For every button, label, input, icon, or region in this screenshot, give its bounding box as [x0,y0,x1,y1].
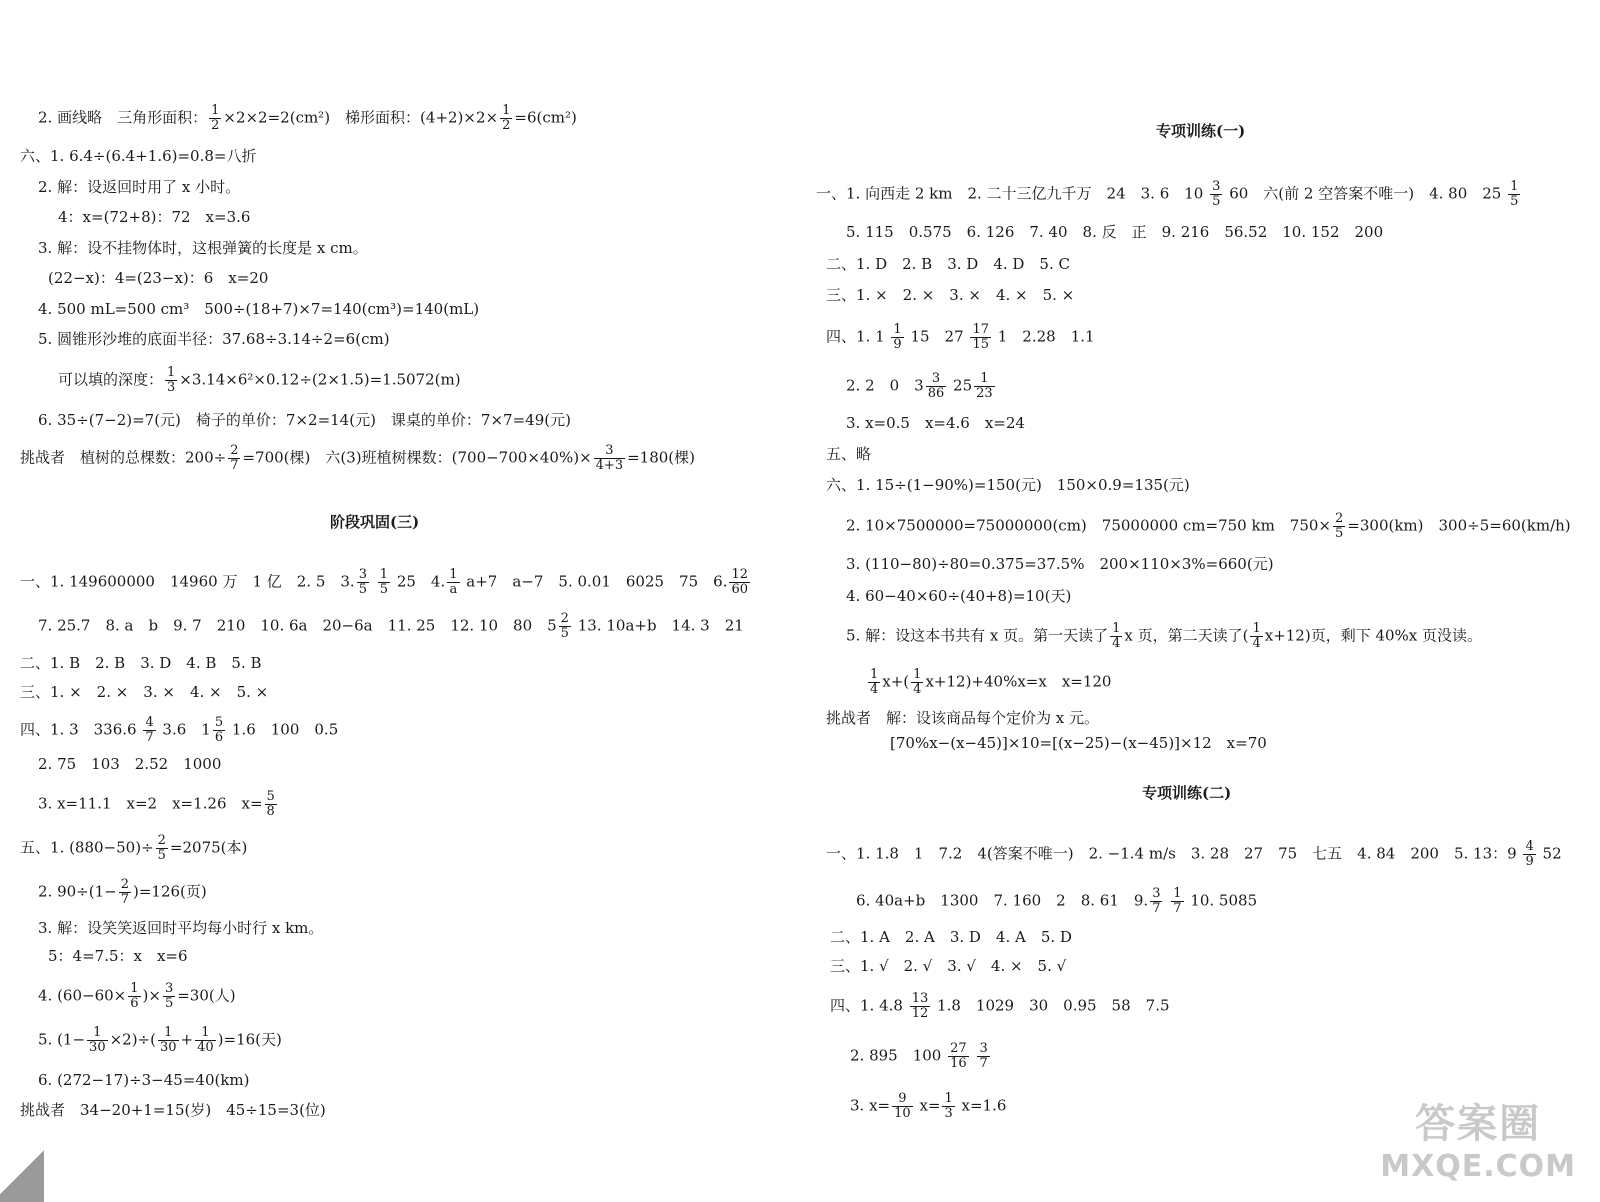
denominator: 60 [731,582,749,597]
fraction [948,1042,969,1071]
answer-line [816,180,1522,209]
numerator: 1 [449,567,458,582]
text: x+12)页，剩下 40%x 页没读。 [1264,626,1483,645]
fraction [378,568,390,597]
answer-line: 2. 75 103 2.52 1000 [38,755,222,773]
answer-line [38,982,236,1011]
text: 3. x=11.1 x=2 x=1.26 x= [38,794,263,813]
fraction [1210,180,1222,209]
text: 3.6 1 [162,720,211,739]
text: 25 4. [396,572,446,591]
numerator: 2 [120,877,129,892]
denominator: 4 [870,682,879,697]
numerator: 3 [358,567,367,582]
denominator: 3 [944,1106,953,1121]
text: 52 [1542,844,1562,863]
numerator: 1 [974,372,995,387]
denominator: 40 [197,1040,214,1055]
answer-line: 2. 解：设返回时用了 x 小时。 [38,178,241,196]
denominator: 9 [1525,854,1534,869]
answer-line: 5：4=7.5：x x=6 [48,947,188,965]
fraction [165,366,177,395]
answer-line [38,1026,282,1055]
denominator: 12 [911,1006,929,1021]
denominator: 5 [1335,526,1344,541]
answer-line [830,992,1170,1021]
denominator: 4+3 [595,458,624,473]
answer-line [20,568,752,597]
answer-line: 三、1. √ 2. √ 3. √ 4. × 5. √ [830,957,1067,975]
answer-line: 二、1. A 2. A 3. D 4. A 5. D [830,928,1072,946]
text: x= [919,1096,941,1115]
fraction [970,323,991,352]
denominator: 5 [358,582,367,597]
denominator: 7 [979,1056,988,1071]
text: =6(cm²) [514,108,577,127]
denominator: 6 [214,730,224,745]
text: + [180,1030,194,1049]
denominator: 30 [159,1040,177,1055]
answer-line [856,887,1257,916]
answer-line [38,612,744,641]
text: 挑战者 植树的总棵数：200÷ [20,448,227,467]
denominator: 5 [1510,194,1519,209]
text: 一、1. 1.8 1 7.2 4(答案不唯一) 2. −1.4 m/s 3. 28 27 75 七五 4. 84 200 5. 13：9 [826,844,1517,863]
numerator: 1 [1173,886,1182,901]
numerator: 3 [594,444,625,459]
numerator: 2 [230,443,239,458]
denominator: 2 [211,118,220,133]
fraction [942,1092,954,1121]
text: )× [142,986,161,1005]
fraction [158,1026,179,1055]
answer-line [58,366,461,395]
answer-line [826,323,1095,352]
answer-line [846,512,1571,541]
numerator: 2 [157,833,166,848]
text: a+7 a−7 5. 0.01 6025 75 6. [466,572,728,591]
right-page [800,0,1600,1202]
denominator: 5 [164,996,174,1011]
answer-line: 6. (272−17)÷3−45=40(km) [38,1071,250,1089]
numerator: 4 [145,715,154,730]
denominator: 7 [230,458,239,473]
text: 1.8 1029 30 0.95 58 7.5 [937,996,1170,1015]
numerator: 1 [913,667,922,682]
denominator: 8 [266,804,275,819]
text: )=126(页) [132,882,207,901]
text: 2. 10×7500000=75000000(cm) 75000000 cm=750 km 750× [846,516,1332,535]
fraction [128,982,140,1011]
numerator: 3 [979,1041,988,1056]
denominator: 9 [893,337,902,352]
text: 6. 40a+b 1300 7. 160 2 8. 61 9. [856,891,1149,910]
text: ×2)÷( [109,1030,156,1049]
text: x 页，第二天读了( [1124,626,1249,645]
text: 1.6 100 0.5 [231,720,339,739]
fraction [195,1026,216,1055]
denominator: 16 [950,1056,967,1071]
answer-line: 挑战者 34−20+1=15(岁) 45÷15=3(位) [20,1101,326,1119]
numerator: 1 [870,667,879,682]
text: 13. 10a+b 14. 3 21 [577,616,744,635]
denominator: 4 [1112,636,1121,651]
denominator: 3 [167,380,176,395]
answer-line [850,1042,992,1071]
answer-line: 4：x=(72+8)：72 x=3.6 [58,208,251,226]
text: 四、1. 4.8 [830,996,903,1015]
numerator: 27 [950,1041,967,1056]
text: ×3.14×6²×0.12÷(2×1.5)=1.5072(m) [179,370,461,389]
denominator: 2 [502,118,511,133]
fraction [868,668,880,697]
text: 5. (1− [38,1030,86,1049]
numerator: 1 [379,567,389,582]
fraction [974,372,995,401]
fraction [87,1026,108,1055]
numerator: 17 [972,322,989,337]
fraction [729,568,750,597]
answer-line: [70%x−(x−45)]×10=[(x−25)−(x−45)]×12 x=70 [890,734,1267,752]
denominator: 7 [145,730,154,745]
answer-line: 5. 圆锥形沙堆的底面半径：37.68÷3.14÷2=6(cm) [38,330,390,348]
denominator: 5 [379,582,389,597]
fraction [209,104,221,133]
fraction [500,104,512,133]
text: =300(km) 300÷5=60(km/h) [1347,516,1571,535]
answer-line: (22−x)：4=(23−x)：6 x=20 [48,269,269,287]
denominator: 4 [913,682,922,697]
answer-line: 五、略 [826,445,872,463]
answer-line: 二、1. D 2. B 3. D 4. D 5. C [826,255,1070,273]
answer-line: 二、1. B 2. B 3. D 4. B 5. B [20,654,262,672]
answer-line: 三、1. × 2. × 3. × 4. × 5. × [20,683,269,701]
answer-line: 3. 解：设不挂物体时，这根弹簧的长度是 x cm。 [38,239,368,257]
text: =30(人) [177,986,236,1005]
denominator: 5 [1212,194,1221,209]
numerator: 4 [1525,839,1534,854]
page-corner-shadow [0,1142,44,1202]
numerator: 13 [911,991,929,1006]
fraction [1110,622,1122,651]
fraction [910,992,931,1021]
text: 15 27 [910,327,964,346]
text: 7. 25.7 8. a b 9. 7 210 10. 6a 20−6a 11. 25 12. 10 80 5 [38,616,557,635]
fraction [357,568,369,597]
fraction [1333,512,1345,541]
section-title: 阶段巩固(三) [330,513,420,531]
fraction [447,568,459,597]
watermark-top-text: 答案圈 [1415,1101,1542,1147]
text: 3. x= [850,1096,891,1115]
numerator: 1 [893,322,902,337]
fraction [228,444,240,473]
numerator: 3 [926,372,947,387]
text: 可以填的深度： [58,370,164,389]
numerator: 1 [158,1026,179,1041]
denominator: 10 [894,1106,911,1121]
fraction [1250,622,1262,651]
fraction [213,716,225,745]
numerator: 3 [164,981,174,996]
text: 2. 895 100 [850,1046,942,1065]
left-page [0,0,790,1202]
text: 四、1. 3 336.6 [20,720,137,739]
fraction [926,372,947,401]
watermark-bottom-text: MXQE.COM [1380,1149,1576,1184]
answer-line [20,444,695,473]
numerator: 1 [1510,179,1519,194]
fraction [892,1092,913,1121]
denominator: 7 [1173,901,1182,916]
text: 60 六(前 2 空答案不唯一) 4. 80 25 [1229,184,1502,203]
text: 2. 90÷(1− [38,882,117,901]
text: 2. 画线略 三角形面积： [38,108,208,127]
denominator: 30 [89,1040,106,1055]
answer-line: 六、1. 6.4÷(6.4+1.6)=0.8=八折 [20,147,257,165]
text: 2. 2 0 3 [846,376,924,395]
fraction [156,834,168,863]
fraction [559,612,571,641]
text: 25 [953,376,973,395]
fraction [1150,887,1162,916]
fraction [1508,180,1520,209]
denominator: 7 [120,892,129,907]
fraction [143,716,155,745]
denominator: 4 [1252,636,1261,651]
answer-line: 4. 60−40×60÷(40+8)=10(天) [846,587,1072,605]
text: 5. 解：设这本书共有 x 页。第一天读了 [846,626,1109,645]
text: =180(棵) [627,448,695,467]
answer-line: 3. (110−80)÷80=0.375=37.5% 200×110×3%=660(元) [846,555,1274,573]
text: =700(棵) 六(3)班植树棵数：(700−700×40%)× [242,448,592,467]
text: x=1.6 [961,1096,1007,1115]
answer-line: 3. x=0.5 x=4.6 x=24 [846,414,1025,432]
numerator: 5 [214,715,224,730]
numerator: 1 [944,1091,953,1106]
numerator: 12 [731,567,749,582]
text: 一、1. 149600000 14960 万 1 亿 2. 5 3. [20,572,355,591]
text: )=16(天) [217,1030,282,1049]
denominator: 6 [130,996,139,1011]
text: x+( [882,672,910,691]
watermark-logo [1380,1092,1576,1184]
section-title: 专项训练(二) [1142,784,1232,802]
text: 10. 5085 [1190,891,1258,910]
fraction [265,790,277,819]
fraction [977,1042,989,1071]
denominator: a [449,582,458,597]
answer-line [826,840,1562,869]
denominator: 15 [972,337,989,352]
numerator: 1 [211,103,220,118]
answer-line: 6. 35÷(7−2)=7(元) 椅子的单价：7×2=14(元) 课桌的单价：7×7=49(元) [38,411,571,429]
numerator: 1 [87,1026,108,1041]
answer-line: 挑战者 解：设该商品每个定价为 x 元。 [826,709,1099,727]
numerator: 1 [130,981,139,996]
text: =2075(本) [169,838,248,857]
denominator: 5 [560,626,569,641]
fraction [163,982,175,1011]
answer-line: 六、1. 15÷(1−90%)=150(元) 150×0.9=135(元) [826,476,1190,494]
answer-line [38,878,207,907]
numerator: 3 [1152,886,1161,901]
answer-line [846,622,1482,651]
answer-line [850,1092,1006,1121]
fraction [891,323,903,352]
answer-line: 4. 500 mL=500 cm³ 500÷(18+7)×7=140(cm³)=140(mL) [38,300,480,318]
numerator: 1 [1252,621,1261,636]
text: 1 2.28 1.1 [997,327,1095,346]
denominator: 86 [927,386,945,401]
answer-line [38,104,577,133]
numerator: 2 [1335,511,1344,526]
fraction [1523,840,1535,869]
answer-line [866,668,1111,697]
section-title: 专项训练(一) [1156,122,1246,140]
fraction [911,668,923,697]
answer-line [20,716,338,745]
text: 五、1. (880−50)÷ [20,838,154,857]
fraction [594,444,625,473]
text: ×2×2=2(cm²) 梯形面积：(4+2)×2× [223,108,499,127]
numerator: 2 [560,611,569,626]
text: 4. (60−60× [38,986,127,1005]
numerator: 1 [502,103,511,118]
numerator: 1 [1112,621,1121,636]
numerator: 3 [1212,179,1221,194]
answer-line [846,372,997,401]
text: 四、1. 1 [826,327,885,346]
numerator: 1 [167,365,176,380]
fraction [119,878,131,907]
answer-line [20,834,247,863]
denominator: 7 [1152,901,1161,916]
numerator: 1 [195,1026,216,1041]
answer-line: 三、1. × 2. × 3. × 4. × 5. × [826,286,1075,304]
fraction [1171,887,1183,916]
answer-line [38,790,279,819]
text: 一、1. 向西走 2 km 2. 二十三亿九千万 24 3. 6 10 [816,184,1204,203]
text: x+12)+40%x=x x=120 [925,672,1112,691]
numerator: 5 [266,789,275,804]
numerator: 9 [892,1092,913,1107]
denominator: 5 [157,848,166,863]
answer-line: 5. 115 0.575 6. 126 7. 40 8. 反 正 9. 216 56.52 10. 152 200 [846,223,1384,241]
denominator: 23 [976,386,993,401]
answer-line: 3. 解：设笑笑返回时平均每小时行 x km。 [38,919,324,937]
